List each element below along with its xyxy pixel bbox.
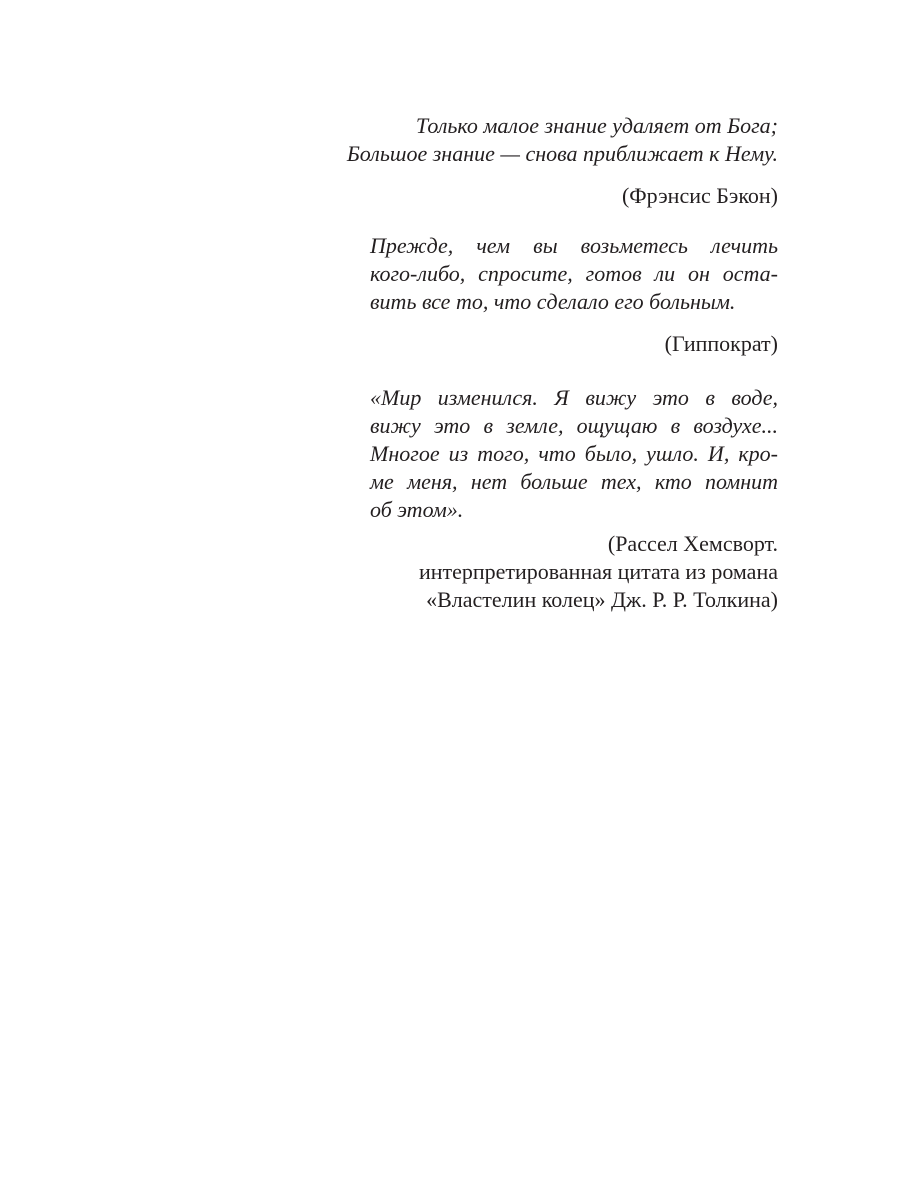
quote-line: «Мир изменился. Я вижу это в воде, <box>370 385 778 410</box>
quote-line: Большое знание — снова приближает к Нему. <box>346 141 778 166</box>
epigraph-quote <box>370 384 778 524</box>
epigraph-quote <box>370 232 778 316</box>
quote-line: об этом». <box>370 497 464 522</box>
attribution-line: (Рассел Хемсворт. <box>607 531 778 556</box>
epigraph-hippocrates <box>370 232 778 358</box>
attribution-line: (Фрэнсис Бэкон) <box>621 183 778 208</box>
attribution-line: (Гиппократ) <box>664 331 778 356</box>
epigraph-attribution <box>347 182 778 210</box>
quote-line: Прежде, чем вы возьметесь лечить <box>370 233 778 258</box>
quote-line: кого-либо, спросите, готов ли он оста- <box>370 261 778 286</box>
epigraph-bacon <box>347 112 778 210</box>
quote-line: ме меня, нет больше тех, кто помнит <box>370 469 778 494</box>
quote-line: Только малое знание удаляет от Бога; <box>415 113 778 138</box>
quote-line: вижу это в земле, ощущаю в воздухе... <box>370 413 778 438</box>
epigraph-attribution <box>370 530 778 614</box>
epigraph-quote <box>347 112 778 168</box>
quote-line: вить все то, что сделало его больным. <box>370 289 736 314</box>
quote-line: Многое из того, что было, ушло. И, кро- <box>370 441 778 466</box>
attribution-line: интерпретированная цитата из романа <box>418 559 778 584</box>
epigraph-attribution <box>370 330 778 358</box>
attribution-line: «Властелин колец» Дж. Р. Р. Толкина) <box>426 587 778 612</box>
epigraph-tolkien <box>370 384 778 614</box>
